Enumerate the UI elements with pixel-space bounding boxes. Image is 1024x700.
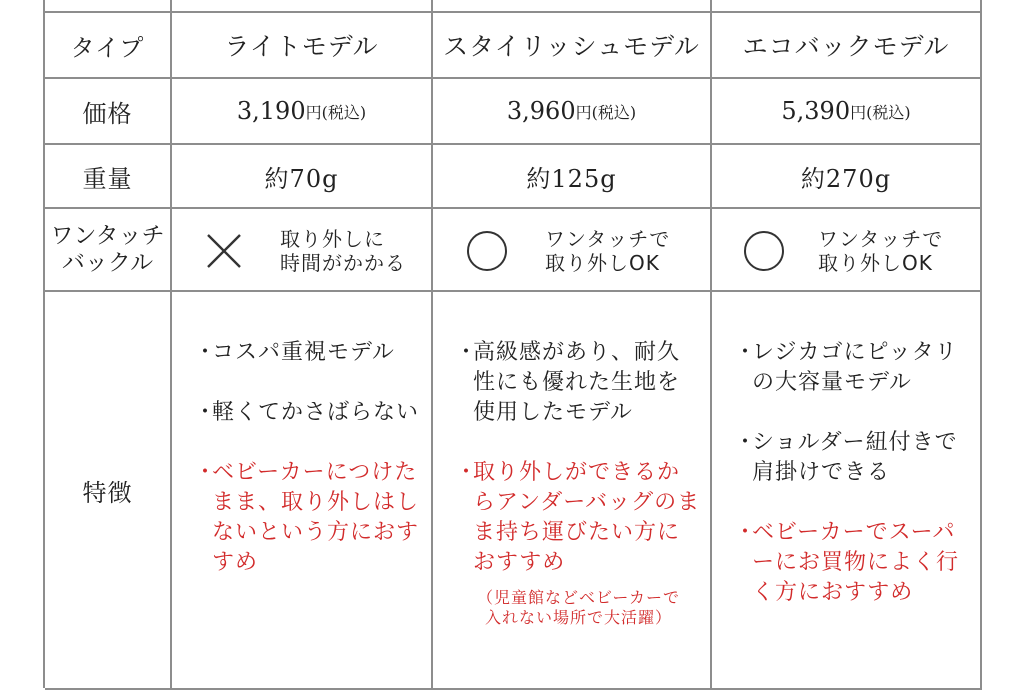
weight-light: 約70g <box>172 145 433 209</box>
bullet: ・ <box>734 340 758 365</box>
weight-eco: 約270g <box>712 145 982 209</box>
bullet: ・ <box>455 460 479 485</box>
subnote-line: 入れない場所で大活躍） <box>484 608 672 627</box>
feature-list <box>194 338 423 608</box>
buckle-note-line: ワンタッチで <box>545 227 671 251</box>
buckle-note <box>545 227 670 275</box>
row-label-line: バックル <box>61 249 154 276</box>
price-value: 5,390 <box>781 97 851 125</box>
buckle-note <box>280 227 406 275</box>
subnote-line: （児童館などベビーカーで <box>476 588 681 607</box>
bullet: ・ <box>194 400 218 425</box>
feature-item-recommend <box>455 458 702 578</box>
price-suffix: 円(税込) <box>305 102 367 122</box>
top-partial-cell <box>172 0 433 13</box>
price-value: 3,190 <box>236 97 306 125</box>
feature-item <box>455 338 702 428</box>
buckle-light <box>172 209 433 292</box>
price-suffix: 円(税込) <box>575 102 637 122</box>
buckle-note-line: ワンタッチで <box>818 227 944 251</box>
buckle-stylish <box>433 209 712 292</box>
row-label-price: 価格 <box>45 79 172 145</box>
price-stylish <box>433 79 712 145</box>
row-label-line: ワンタッチ <box>50 222 165 249</box>
feature-text: 軽くてかさばらない <box>212 400 420 425</box>
buckle-note-line: 時間がかかる <box>280 251 406 275</box>
top-partial-cell <box>433 0 712 13</box>
bullet: ・ <box>734 520 758 545</box>
row-label-weight: 重量 <box>45 145 172 209</box>
features-eco <box>712 292 982 690</box>
comparison-table <box>43 0 980 688</box>
feature-text: コスパ重視モデル <box>212 340 395 365</box>
feature-subnote <box>455 588 702 628</box>
buckle-note-line: 取り外しに <box>280 227 385 251</box>
feature-item <box>734 338 972 398</box>
model-header-light: ライトモデル <box>172 13 433 79</box>
cross-icon <box>204 231 244 271</box>
row-label-type: タイプ <box>45 13 172 79</box>
buckle-note-line: 取り外しOK <box>545 251 660 275</box>
feature-text: ベビーカーでスーパーにお買物によく行く方におすすめ <box>752 520 960 605</box>
top-partial-cell <box>712 0 982 13</box>
model-header-eco: エコバックモデル <box>712 13 982 79</box>
features-stylish <box>433 292 712 690</box>
price-value: 3,960 <box>506 97 576 125</box>
price-light <box>172 79 433 145</box>
feature-item <box>194 398 423 428</box>
circle-icon <box>744 231 784 271</box>
feature-item <box>194 338 423 368</box>
row-label-features: 特徴 <box>45 292 172 690</box>
feature-text: 取り外しができるからアンダーバッグのまま持ち運びたい方におすすめ <box>473 460 701 575</box>
model-header-stylish: スタイリッシュモデル <box>433 13 712 79</box>
bullet: ・ <box>734 430 758 455</box>
bullet: ・ <box>455 340 479 365</box>
bullet: ・ <box>194 460 218 485</box>
feature-list <box>734 338 972 638</box>
features-light <box>172 292 433 690</box>
row-label-buckle <box>45 209 172 292</box>
feature-item <box>734 428 972 488</box>
feature-text: ショルダー紐付きで肩掛けできる <box>752 430 958 485</box>
buckle-eco <box>712 209 982 292</box>
top-partial-cell <box>45 0 172 13</box>
bullet: ・ <box>194 340 218 365</box>
feature-text: ベビーカーにつけたまま、取り外しはしないという方におすすめ <box>212 460 420 575</box>
buckle-note <box>818 227 943 275</box>
weight-stylish: 約125g <box>433 145 712 209</box>
feature-list <box>455 338 702 628</box>
circle-icon <box>467 231 507 271</box>
feature-text: レジカゴにピッタリの大容量モデル <box>752 340 958 395</box>
feature-item-recommend <box>734 518 972 608</box>
price-suffix: 円(税込) <box>850 102 911 122</box>
feature-item-recommend <box>194 458 423 578</box>
buckle-note-line: 取り外しOK <box>818 251 933 275</box>
feature-text: 高級感があり、耐久性にも優れた生地を使用したモデル <box>473 340 681 425</box>
price-eco <box>712 79 982 145</box>
